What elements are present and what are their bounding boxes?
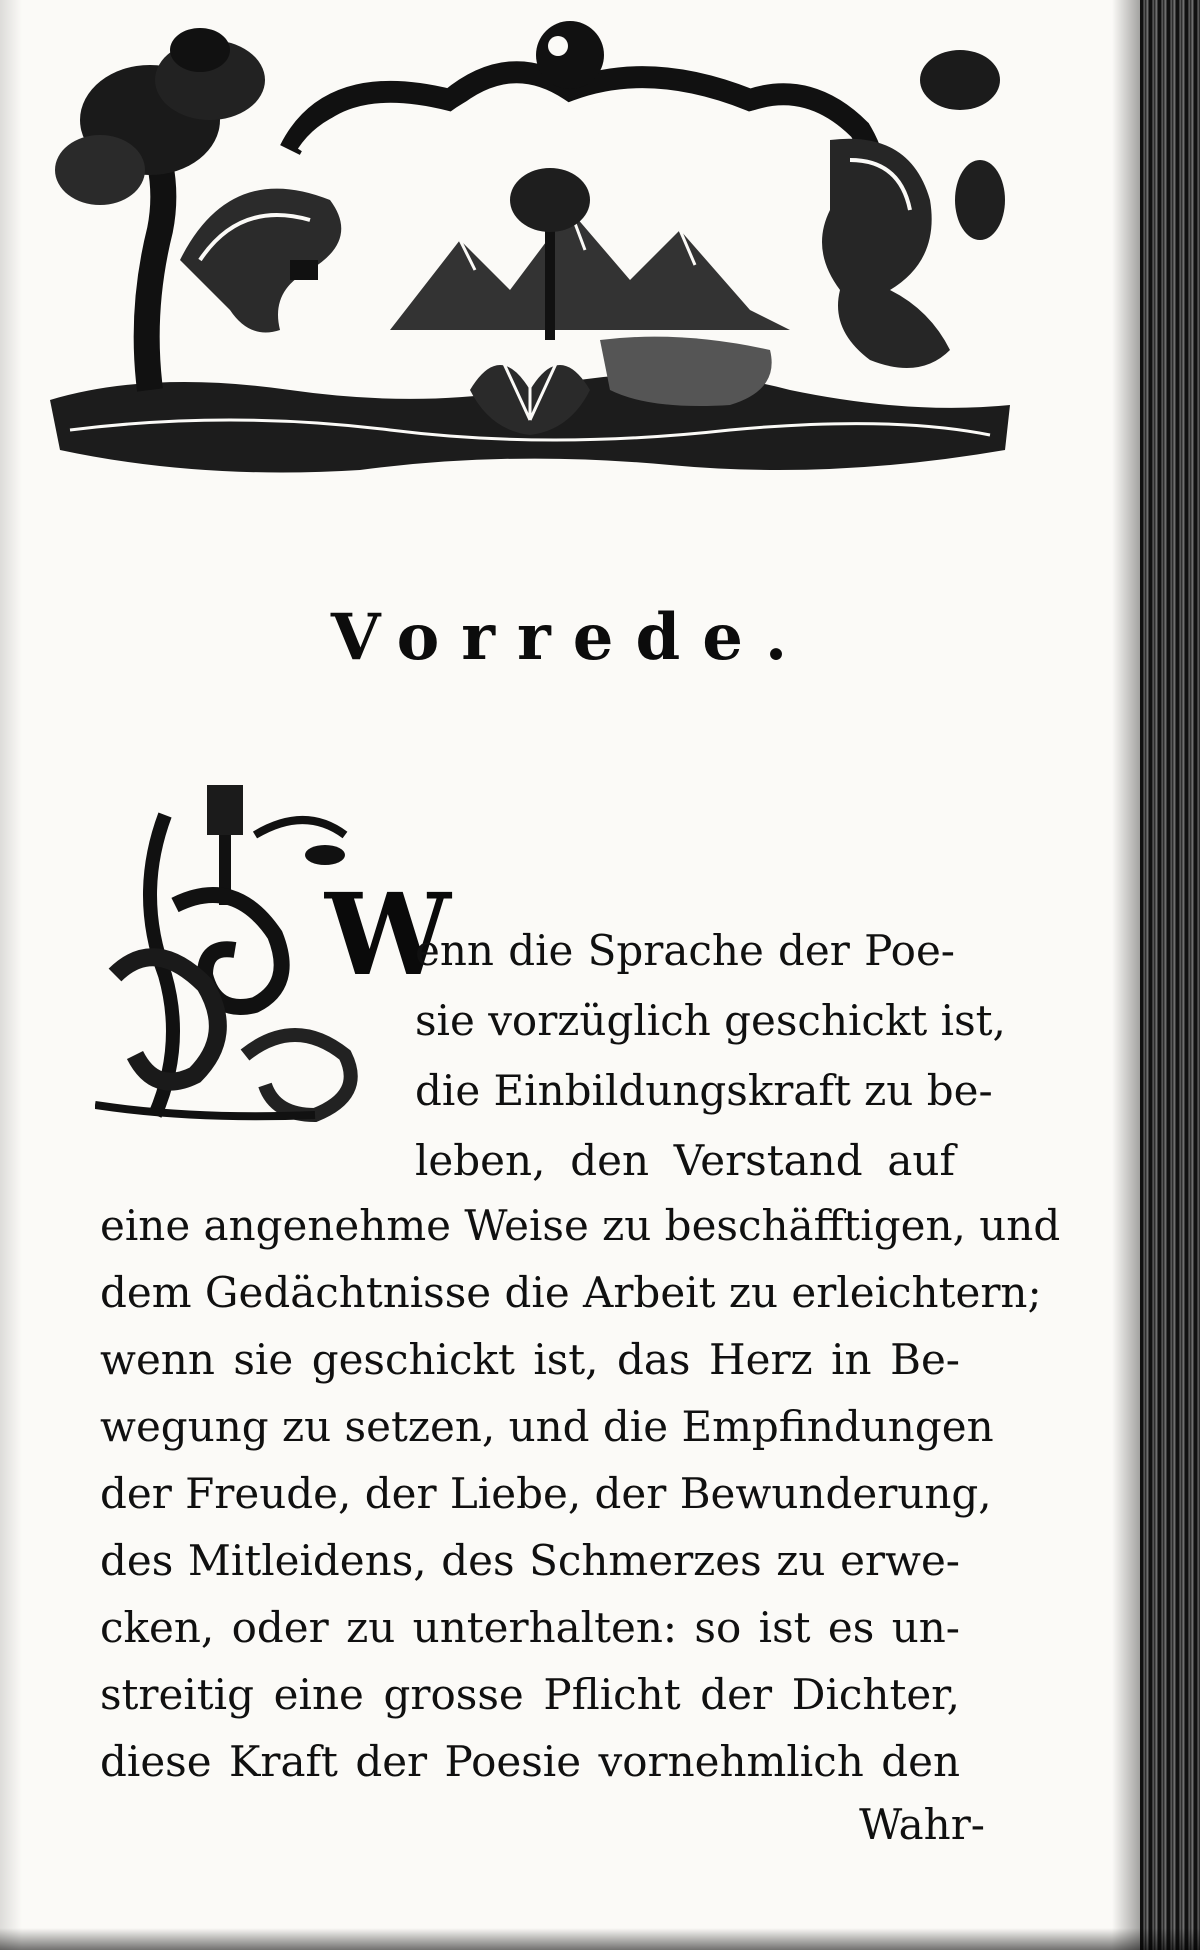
text-line: leben, den Verstand auf	[415, 1136, 955, 1185]
text-line: wegung zu setzen, und die Empfindungen	[100, 1402, 994, 1451]
text-line: eine angenehme Weise zu beschäfftigen, und	[100, 1201, 1061, 1250]
landscape-woodcut-icon	[30, 10, 1020, 510]
text-line: enn die Sprache der Poe-	[415, 926, 955, 975]
text-line: die Einbildungskraft zu be-	[415, 1066, 993, 1115]
catchword: Wahr-	[859, 1800, 985, 1849]
text-line: streitig eine grosse Pflicht der Dichter,	[100, 1670, 960, 1719]
gutter-shadow	[1112, 0, 1140, 1950]
drop-cap-letter: W	[325, 870, 451, 1001]
text-line: wenn sie geschickt ist, das Herz in Be-	[100, 1335, 960, 1384]
text-line: des Mitleidens, des Schmerzes zu erwe-	[100, 1536, 960, 1585]
page-shading	[0, 0, 22, 1950]
page-bottom-shadow	[0, 1928, 1200, 1950]
text-line: dem Gedächtnisse die Arbeit zu erleichtern;	[100, 1268, 1042, 1317]
text-line: cken, oder zu unterhalten: so ist es un-	[100, 1603, 960, 1652]
text-line: diese Kraft der Poesie vornehmlich den	[100, 1737, 960, 1786]
text-line: sie vorzüglich geschickt ist,	[415, 996, 1006, 1045]
book-fore-edge	[1140, 0, 1200, 1950]
page-title: Vorrede.	[330, 600, 810, 675]
text-line: der Freude, der Liebe, der Bewunderung,	[100, 1469, 992, 1518]
